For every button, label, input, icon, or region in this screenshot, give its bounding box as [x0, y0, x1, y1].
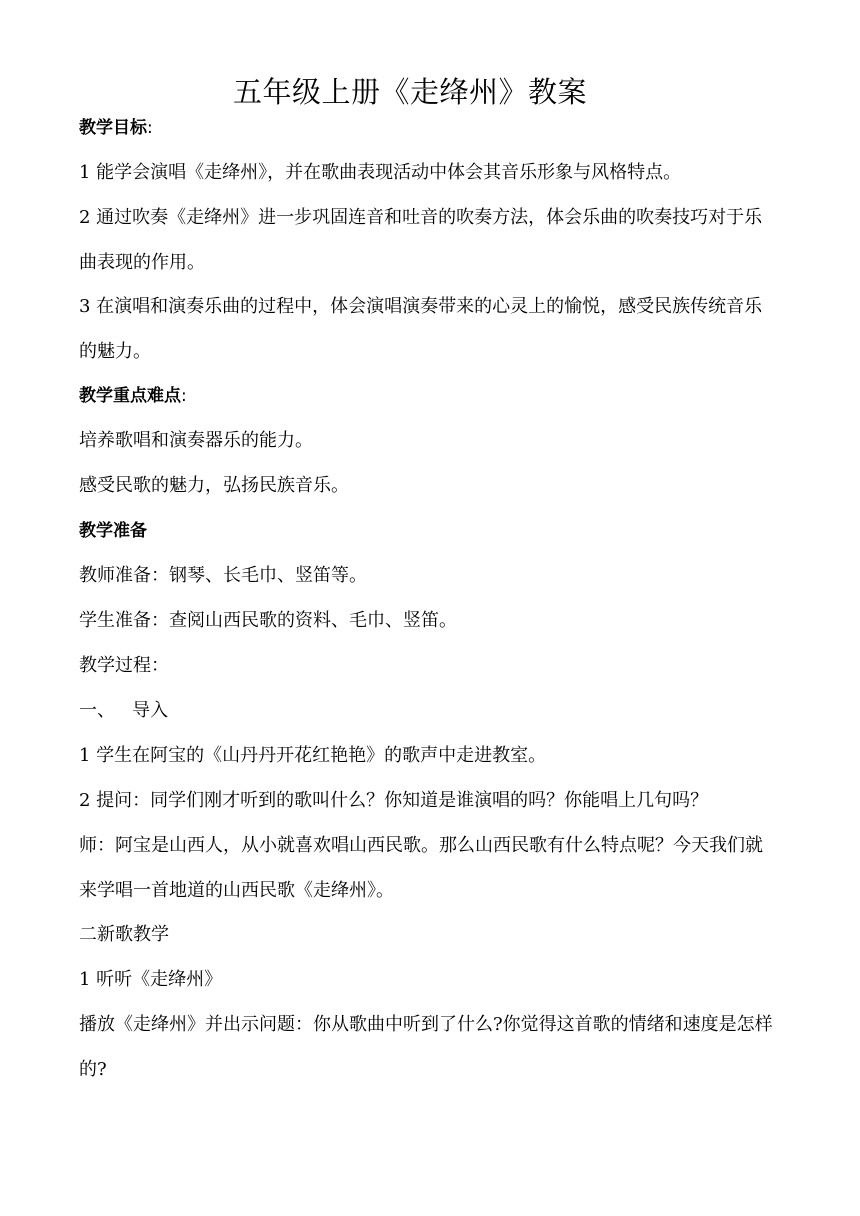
objectives-heading-colon: :: [147, 118, 153, 138]
listen-text: 播放《走绛州》并出示问题：你从歌曲中听到了什么?你觉得这首歌的情绪和速度是怎样的?: [79, 1014, 773, 1080]
key-points-heading-text: 教学重点难点: [79, 386, 181, 406]
intro-item-2: 2 提问：同学们刚才听到的歌叫什么？你知道是谁演唱的吗？你能唱上几句吗？: [79, 790, 709, 811]
document-body: [79, 115, 779, 1101]
objective-2: 2 通过吹奏《走绛州》进一步巩固连音和吐音的吹奏方法，体会乐曲的吹奏技巧对于乐曲表现的作用。: [79, 207, 763, 273]
key-point-1: 培养歌唱和演奏器乐的能力。: [79, 430, 313, 451]
preparation-heading: 教学准备: [79, 521, 147, 541]
intro-heading: 一、 导入: [79, 700, 169, 721]
objectives-heading-text: 教学目标: [79, 118, 147, 138]
key-point-2: 感受民歌的魅力，弘扬民族音乐。: [79, 475, 349, 496]
key-points-heading: [79, 383, 779, 409]
intro-item-1: 1 学生在阿宝的《山丹丹开花红艳艳》的歌声中走进教室。: [79, 745, 547, 766]
document-title: 五年级上册《走绛州》教案: [232, 75, 587, 109]
objective-3: 3 在演唱和演奏乐曲的过程中，体会演唱演奏带来的心灵上的愉悦，感受民族传统音乐的魅力。: [79, 296, 763, 362]
objective-1: 1 能学会演唱《走绛州》，并在歌曲表现活动中体会其音乐形象与风格特点。: [79, 162, 682, 183]
student-preparation: 学生准备：查阅山西民歌的资料、毛巾、竖笛。: [79, 610, 457, 631]
intro-teacher-text: 师：阿宝是山西人，从小就喜欢唱山西民歌。那么山西民歌有什么特点呢？今天我们就来学唱一首地道的山西民歌《走绛州》。: [79, 835, 763, 901]
new-song-heading: 二新歌教学: [79, 924, 169, 945]
objectives-heading: [79, 115, 779, 141]
key-points-heading-colon: :: [181, 386, 187, 406]
teacher-preparation: 教师准备：钢琴、长毛巾、竖笛等。: [79, 565, 367, 586]
process-heading: 教学过程：: [79, 655, 169, 676]
listen-heading: 1 听听《走绛州》: [79, 969, 223, 990]
